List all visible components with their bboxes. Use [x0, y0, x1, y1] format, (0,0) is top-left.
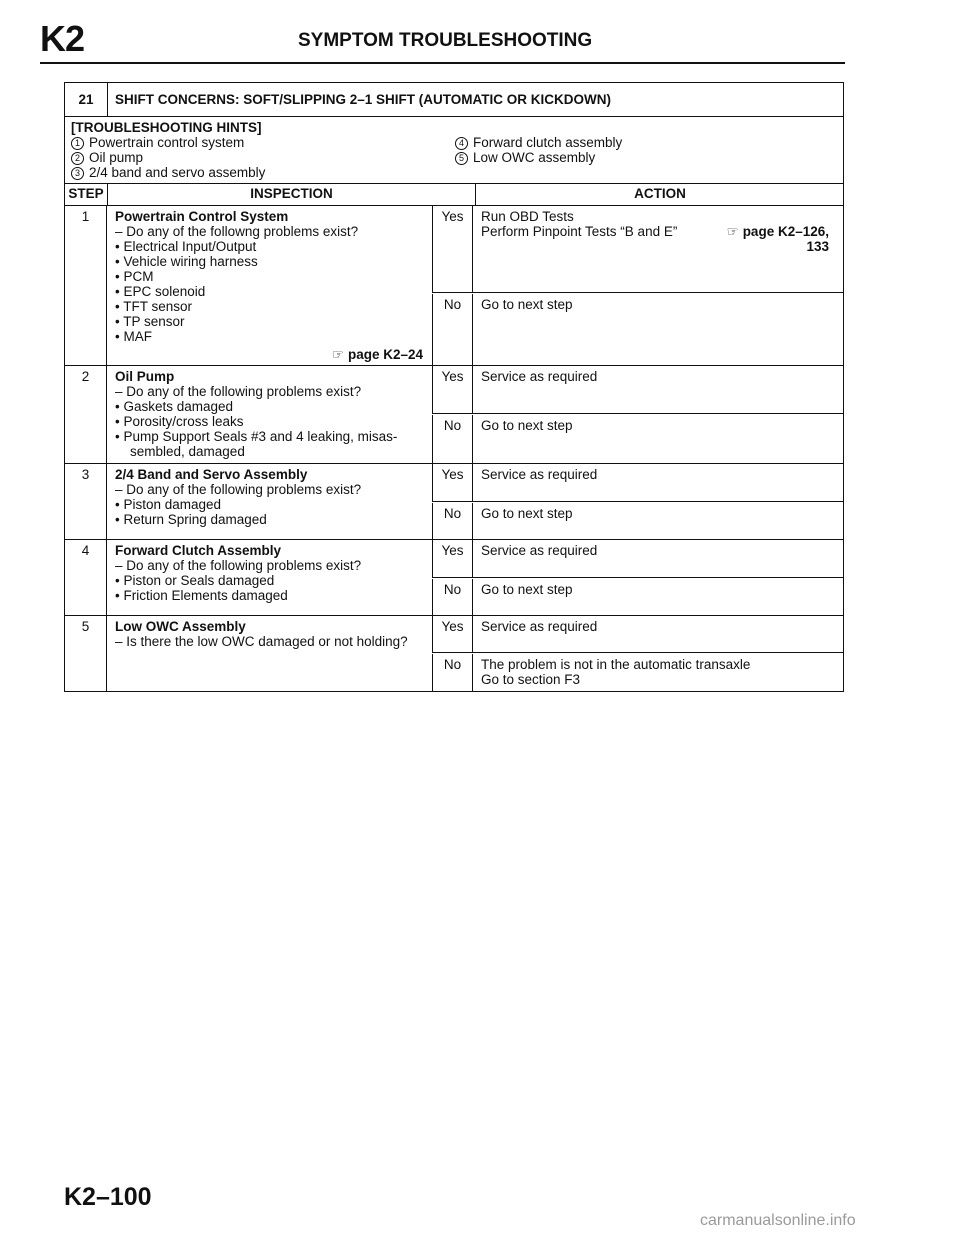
- inspection-line: • EPC solenoid: [115, 284, 206, 299]
- inspection-line: – Do any of the following problems exist?: [115, 384, 362, 399]
- no-label: No: [433, 415, 473, 463]
- inspection-line: • TFT sensor: [115, 299, 192, 314]
- action-line: Service as required: [481, 543, 598, 558]
- inspection-title: Powertrain Control System: [115, 209, 289, 224]
- inspection-line: • Porosity/cross leaks: [115, 414, 244, 429]
- column-header-step: STEP: [65, 183, 108, 205]
- action-line: The problem is not in the automatic transaxle: [481, 657, 751, 672]
- no-response: [432, 415, 843, 463]
- action-cell: [481, 209, 835, 254]
- inspection-line: • PCM: [115, 269, 154, 284]
- inspection-line: • Return Spring damaged: [115, 512, 267, 527]
- inspection-line: • Pump Support Seals #3 and 4 leaking, misas-: [115, 429, 398, 444]
- yes-label: Yes: [433, 464, 473, 501]
- action-cell: [481, 657, 835, 687]
- no-response: [432, 579, 843, 615]
- no-response: [432, 503, 843, 539]
- yes-label: Yes: [433, 616, 473, 652]
- action-line: Go to next step: [481, 297, 573, 312]
- no-label: No: [433, 579, 473, 615]
- yes-label: Yes: [433, 540, 473, 577]
- yes-response: [432, 366, 843, 414]
- column-header-inspection: INSPECTION: [250, 186, 333, 201]
- action-line: Run OBD Tests: [481, 209, 574, 224]
- circled-number: 1: [71, 137, 84, 150]
- action-cell: [481, 467, 835, 482]
- hint-item: [71, 165, 265, 180]
- no-label: No: [433, 294, 473, 365]
- inspection-cell: [115, 543, 425, 603]
- action-line: Perform Pinpoint Tests “B and E”: [481, 224, 678, 239]
- circled-number: 3: [71, 167, 84, 180]
- yes-response: [432, 464, 843, 502]
- hint-item: [455, 135, 622, 150]
- pointing-hand-icon: ☞: [331, 347, 344, 362]
- action-line: Go to next step: [481, 582, 573, 597]
- page-reference: [332, 347, 423, 363]
- no-response: [432, 654, 843, 691]
- hints-title: [TROUBLESHOOTING HINTS]: [71, 120, 262, 135]
- inspection-line: • MAF: [115, 329, 152, 344]
- inspection-line: • Gaskets damaged: [115, 399, 234, 414]
- inspection-title: Oil Pump: [115, 369, 175, 384]
- yes-response: [432, 540, 843, 578]
- yes-response: [432, 616, 843, 653]
- inspection-line: – Do any of the following problems exist?: [115, 558, 362, 573]
- action-cell: [481, 543, 835, 558]
- circled-number: 4: [455, 137, 468, 150]
- symptom-title: SHIFT CONCERNS: SOFT/SLIPPING 2–1 SHIFT (AUTOMATIC OR KICKDOWN): [115, 92, 612, 107]
- action-cell: [481, 619, 835, 634]
- inspection-line: sembled, damaged: [115, 444, 245, 459]
- page-number: K2–100: [64, 1183, 152, 1211]
- action-line: Service as required: [481, 619, 598, 634]
- hint-text: Low OWC assembly: [473, 150, 596, 165]
- action-line: Go to next step: [481, 506, 573, 521]
- page-reference-text: page K2–24: [347, 347, 423, 362]
- action-cell: [481, 506, 835, 521]
- column-header-action: ACTION: [475, 183, 844, 205]
- step-number: 2: [65, 366, 107, 463]
- hint-text: Forward clutch assembly: [473, 135, 623, 150]
- inspection-line: • Piston or Seals damaged: [115, 573, 275, 588]
- no-label: No: [433, 654, 473, 691]
- yes-response: [432, 206, 843, 293]
- step-row: [65, 464, 843, 540]
- action-cell: [481, 418, 835, 433]
- no-label: No: [433, 503, 473, 539]
- step-number: 5: [65, 616, 107, 691]
- symptom-number: 21: [65, 83, 108, 116]
- action-cell: [481, 582, 835, 597]
- action-line: Service as required: [481, 467, 598, 482]
- step-row: [65, 366, 843, 464]
- watermark: carmanualsonline.info: [700, 1212, 856, 1229]
- inspection-title: Forward Clutch Assembly: [115, 543, 282, 558]
- inspection-line: – Do any of the followng problems exist?: [115, 224, 359, 239]
- pointing-hand-icon: ☞: [726, 224, 739, 239]
- yes-label: Yes: [433, 366, 473, 413]
- step-row: [65, 616, 843, 691]
- inspection-line: – Do any of the following problems exist?: [115, 482, 362, 497]
- step-row: [65, 206, 843, 366]
- troubleshooting-hints: [65, 117, 843, 184]
- page-header: [40, 18, 845, 64]
- step-row: [65, 540, 843, 616]
- page-reference: [727, 224, 829, 254]
- symptom-row: [65, 83, 843, 117]
- hint-item: [71, 135, 244, 150]
- inspection-line: • Electrical Input/Output: [115, 239, 257, 254]
- inspection-title: Low OWC Assembly: [115, 619, 246, 634]
- hint-item: [455, 150, 595, 165]
- hint-item: [71, 150, 143, 165]
- no-response: [432, 294, 843, 365]
- yes-label: Yes: [433, 206, 473, 292]
- step-number: 3: [65, 464, 107, 539]
- page-reference-text: page K2–126,: [742, 224, 829, 239]
- inspection-cell: [115, 369, 425, 459]
- inspection-title: 2/4 Band and Servo Assembly: [115, 467, 308, 482]
- step-number: 1: [65, 206, 107, 365]
- hint-text: Powertrain control system: [89, 135, 245, 150]
- action-line: Service as required: [481, 369, 598, 384]
- circled-number: 5: [455, 152, 468, 165]
- inspection-line: • Piston damaged: [115, 497, 222, 512]
- inspection-cell: [115, 209, 425, 344]
- inspection-line: • TP sensor: [115, 314, 185, 329]
- troubleshooting-table: [64, 82, 844, 692]
- column-header-row: [65, 183, 843, 206]
- inspection-line: • Vehicle wiring harness: [115, 254, 258, 269]
- inspection-line: • Friction Elements damaged: [115, 588, 288, 603]
- action-cell: [481, 369, 835, 384]
- hint-text: 2/4 band and servo assembly: [89, 165, 266, 180]
- section-code: K2: [40, 18, 85, 59]
- action-line: Go to next step: [481, 418, 573, 433]
- page-title: SYMPTOM TROUBLESHOOTING: [298, 30, 593, 51]
- inspection-line: – Is there the low OWC damaged or not holding?: [115, 634, 408, 649]
- page-reference-text: 133: [806, 239, 829, 254]
- action-cell: [481, 297, 835, 312]
- action-line: Go to section F3: [481, 672, 581, 687]
- step-number: 4: [65, 540, 107, 615]
- inspection-cell: [115, 619, 425, 649]
- hint-text: Oil pump: [89, 150, 144, 165]
- inspection-cell: [115, 467, 425, 527]
- circled-number: 2: [71, 152, 84, 165]
